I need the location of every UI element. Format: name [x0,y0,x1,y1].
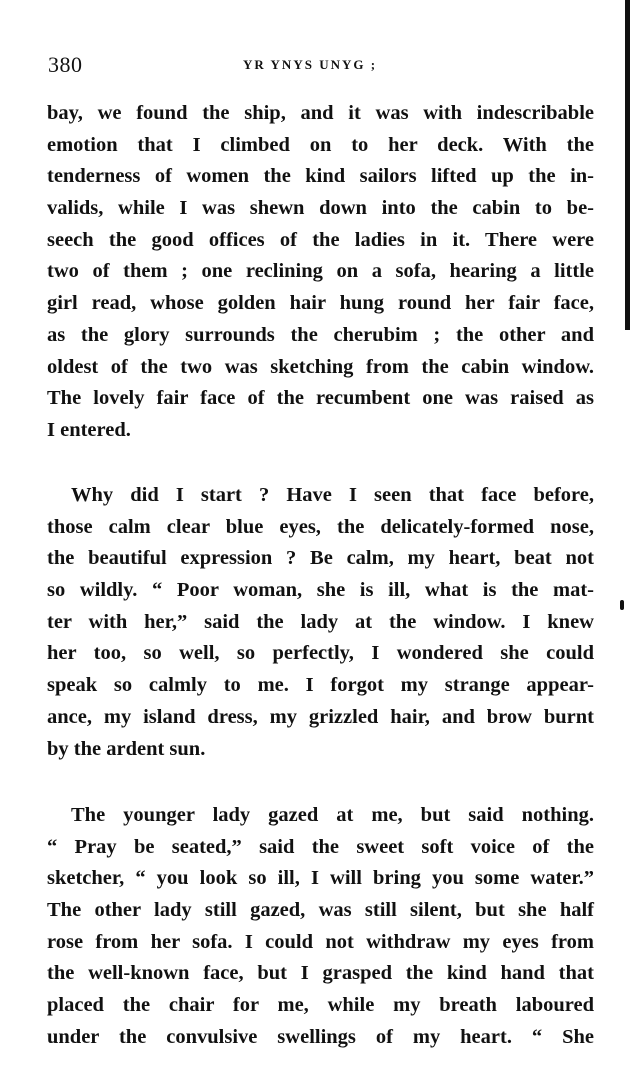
text-line: rose from her sofa. I could not withdraw my eyes from [47,930,594,953]
text-line: so wildly. “ Poor woman, she is ill, what is the mat- [47,579,594,602]
text-line: the beautiful expression ? Be calm, my heart, beat not [47,547,594,570]
margin-ink-mark [620,600,624,610]
text-line: speak so calmly to me. I forgot my strange appear- [47,674,594,697]
running-header [48,52,594,82]
paragraph-3 [47,800,594,1054]
text-line: Why did I start ? Have I seen that face before, [71,484,594,506]
text-line: sketcher, “ you look so ill, I will bring you some water.” [47,867,594,890]
text-line: the well-known face, but I grasped the kind hand that [47,962,594,985]
text-line: valids, while I was shewn down into the cabin to be- [47,197,594,220]
text-line: by the ardent sun. [47,737,206,760]
text-line: The other lady still gazed, was still silent, but she half [47,899,594,922]
page-number: 380 [48,52,83,77]
text-line: I entered. [47,418,131,441]
text-line: emotion that I climbed on to her deck. With the [47,133,594,156]
text-line: placed the chair for me, while my breath laboured [47,994,594,1017]
text-line: under the convulsive swellings of my heart. “ She [47,1025,594,1048]
text-line: those calm clear blue eyes, the delicately-formed nose, [47,515,594,538]
text-line: ance, my island dress, my grizzled hair, and brow burnt [47,705,594,728]
text-line: as the glory surrounds the cherubim ; the other and [47,323,594,346]
running-title: YR YNYS UNYG ; [243,57,378,72]
paragraph-1 [47,98,594,447]
text-line: two of them ; one reclining on a sofa, hearing a little [47,260,594,283]
text-line: seech the good offices of the ladies in it. There were [47,228,594,251]
text-line: The lovely fair face of the recumbent one was raised as [47,387,594,410]
text-line: girl read, whose golden hair hung round her fair face, [47,292,594,315]
text-line: oldest of the two was sketching from the cabin window. [47,355,594,378]
page-edge-rule [625,0,630,330]
text-line: The younger lady gazed at me, but said nothing. [71,804,594,826]
text-line: bay, we found the ship, and it was with indescribable [47,102,594,124]
text-line: ter with her,” said the lady at the window. I knew [47,610,594,633]
text-line: tenderness of women the kind sailors lifted up the in- [47,165,594,188]
paragraph-2 [47,480,594,765]
text-line: “ Pray be seated,” said the sweet soft voice of the [47,835,594,858]
text-line: her too, so well, so perfectly, I wondered she could [47,642,594,665]
